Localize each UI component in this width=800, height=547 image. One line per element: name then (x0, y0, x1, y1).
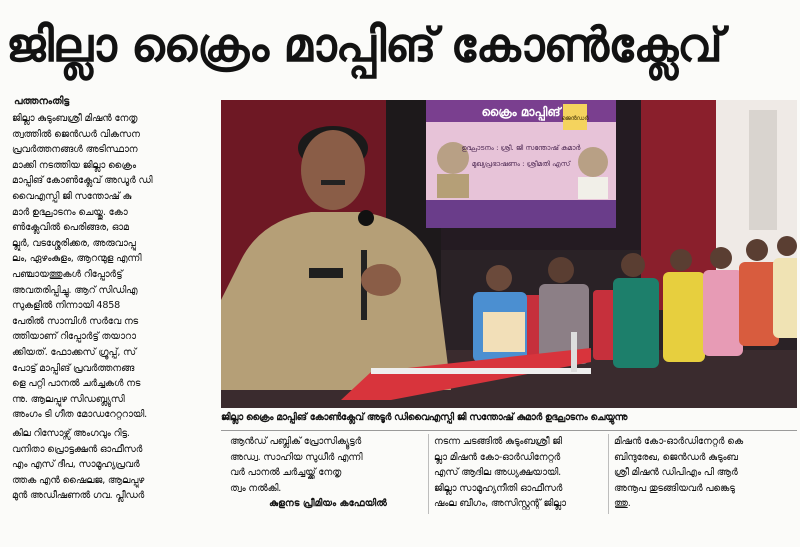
text-line: പഞ്ചായത്തുകൾ റിപ്പോർട്ട് (12, 268, 123, 280)
banner-title: ക്രൈം മാപ്പിങ് (481, 105, 561, 119)
text-line: ജില്ലാ സാമൂഹ്യനീതി ഓഫീസർ (434, 482, 563, 494)
bottom-column-2 (434, 434, 604, 514)
text-line: ത്തു. (614, 498, 631, 510)
text-line: ത്വം നൽകി. (230, 482, 282, 494)
left-column-text (12, 111, 217, 423)
bottom-column-3 (614, 434, 798, 514)
text-line: ല്ലൂർ, വടശ്ശേരിക്കര, അരുവാപ്പു (12, 237, 136, 249)
text-line: അംഗം ടി ഗീത മോഡറേറ്ററായി. (12, 409, 147, 421)
text-line: ന്നു. ആലപ്പുഴ സിഡബ്ല്യുസി (12, 393, 125, 405)
text-line: വർ പാനൽ ചർച്ചയ്ക്ക് നേതൃ (230, 467, 342, 479)
text-line: മാർ ഉദ്ഘാടനം ചെയ്തു. കോ (12, 206, 128, 218)
text-line: നടന്ന ചടങ്ങിൽ കുടുംബശ്രീ ജി (434, 436, 562, 447)
banner-badge: ജെൻഡർ (561, 115, 589, 122)
text-line: ലം, ഏഴംകുളം, ആറന്മുള എന്നി (12, 253, 142, 265)
text-line: മുൻ അഡീഷണൽ ഗവ. പ്ലീഡർ (12, 490, 145, 502)
text-line: ളെ പറ്റി പാനൽ ചർച്ചകൾ നട (12, 378, 141, 390)
text-line: പേരിൽ സാമ്പിൾ സർവേ നട (12, 315, 139, 327)
column-divider (428, 434, 429, 514)
text-line: എം എസ് ദീപ, സാമൂഹ്യപ്രവർ (12, 459, 140, 471)
text-line: മാപ്പിങ് കോൺക്ലേവ് അഡൂർ ഡി (12, 175, 153, 187)
text-line: മിഷൻ കോ-ഓർഡിനേറ്റർ കെ (614, 436, 744, 447)
text-line: മാക്കി നടത്തിയ ജില്ലാ ക്രൈം (12, 159, 136, 171)
text-line: ഷംല ബീഗം, അസിസ്റ്റന്റ് ജില്ലാ (434, 498, 566, 510)
lower-left-text (12, 426, 217, 506)
text-line: വനിതാ പ്രൊട്ടക്ഷൻ ഓഫീസർ (12, 443, 143, 455)
subheading: കുളനട പ്രീമിയം കഫേയിൽ (269, 498, 387, 510)
photo-caption: ജില്ലാ ക്രൈം മാപ്പിങ് കോൺക്ലേവ് അടൂർ ഡിവൈഎസ്പി ജി സന്തോഷ് കുമാർ ഉദ്ഘാടനം ചെയ്യുന്നു (221, 412, 628, 423)
text-line: അവതരിപ്പിച്ചു. ആറ് സിഡിഎ (12, 284, 138, 296)
banner-sub1: ഉദ്ഘാടനം : ശ്രീ. ജി സന്തോഷ് കുമാർ (461, 144, 581, 152)
text-line: ൺക്ലേവിൽ പെരിങ്ങര, ഓമ (12, 222, 129, 234)
text-line: പ്രവർത്തനങ്ങൾ അടിസ്ഥാന (12, 144, 138, 156)
news-photo (221, 100, 797, 408)
text-line: കില റിസോഴ്സ് അംഗവും റിട്ട. (12, 428, 130, 439)
text-line: ശ്രീ മിഷൻ ഡിപിഎം പി ആർ (614, 467, 738, 479)
banner-sub2: മുഖ്യപ്രഭാഷണം : ശ്രീമതി എസ് (471, 160, 571, 168)
text-line: എസ് ആദില അധ്യക്ഷയായി. (434, 467, 562, 479)
text-line: ബിന്ദുരേഖ, ജെൻഡർ കുടുംബ (614, 451, 738, 463)
text-line: ജില്ലാ കുടുംബശ്രീ മിഷൻ നേതൃ (12, 113, 138, 124)
text-line: അനൂപ തുടങ്ങിയവർ പങ്കെടു (614, 482, 735, 494)
text-line: ത്വത്തിൽ ജെൻഡർ വികസന (12, 128, 140, 140)
text-line: ത്തക എൻ ഷൈലജ, ആലപ്പുഴ (12, 474, 145, 486)
text-line: അഡ്വ. സാഹിയ സുധീർ എന്നി (230, 451, 363, 463)
text-line: വൈഎസ്പി ജി സന്തോഷ് കു (12, 190, 132, 202)
bottom-column-1 (230, 434, 426, 514)
event-banner (426, 100, 616, 228)
text-line: ത്തിയാണ് റിപ്പോർട്ട് തയാറാ (12, 331, 136, 343)
text-line: ക്കിയത്. ഫോക്കസ് ഗ്രൂപ്പ്, സ് (12, 346, 136, 358)
text-line: സുകളിൽ നിന്നായി 4858 (12, 300, 121, 312)
dateline: പത്തനംതിട്ട (14, 96, 70, 107)
column-divider (608, 434, 609, 514)
caption-rule (221, 430, 797, 431)
text-line: ആൻഡ് പബ്ലിക് പ്രോസിക്യൂട്ടർ (230, 436, 362, 447)
text-line: ല്ലാ മിഷൻ കോ-ഓർഡിനേറ്റർ (434, 451, 561, 463)
news-photo-illustration (221, 100, 797, 408)
headline: ജില്ലാ ക്രൈം മാപ്പിങ് കോൺക്ലേവ് (6, 18, 722, 73)
text-line: പോട്ട് മാപ്പിങ് പ്രവർത്തനങ്ങ (12, 362, 135, 374)
